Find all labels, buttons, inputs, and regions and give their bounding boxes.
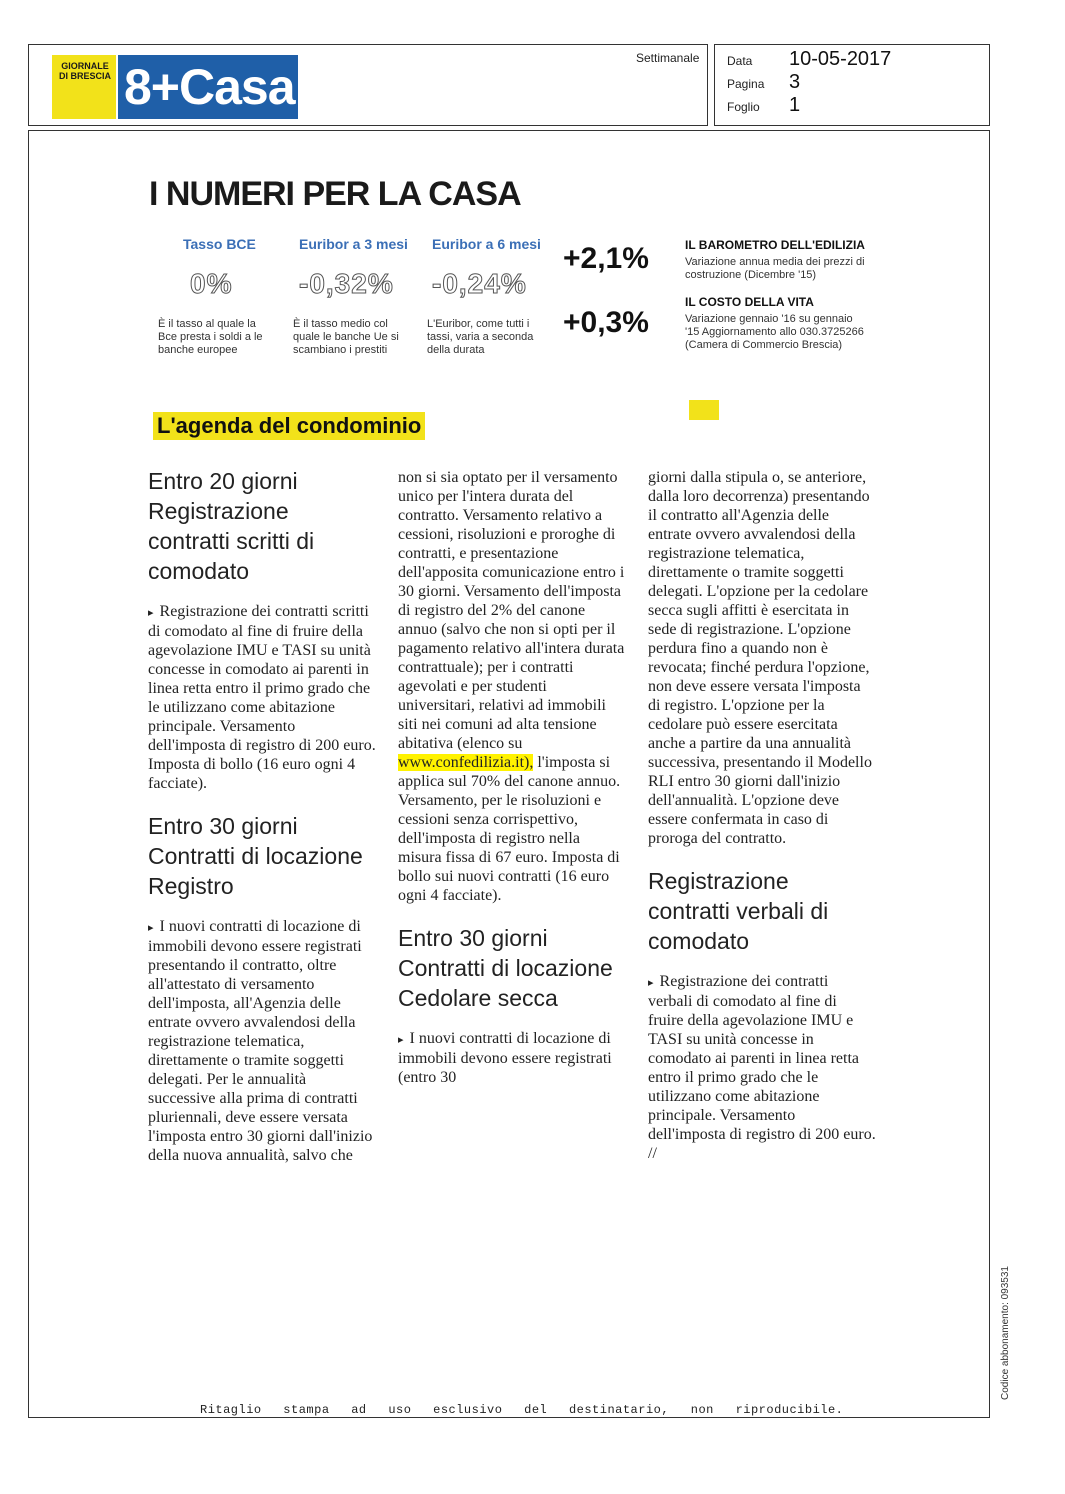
indicator-desc-barometro: Variazione annua media dei prezzi di costruzione (Dicembre '15)	[685, 256, 865, 281]
foglio-value: 1	[789, 94, 801, 116]
section-body-cedolare-secca: ▸ I nuovi contratti di locazione di immobili devono essere registrati (entro 30	[398, 1030, 612, 1086]
pagina-label: Pagina	[727, 77, 765, 91]
section-body-locazione-registro: ▸ I nuovi contratti di locazione di immobili devono essere registrati presentando il contratto, oltre all'attestato di versamento dell'imposta, all'Agenzia delle entrate ovvero avvalendosi della registrazione telematica, direttamente o tramite soggetti delegati. Per le annualità successive alla prima di contratti pluriennali, deve essere versata l'imposta entro 30 giorni dall'inizio della nuova annualità, salvo che	[148, 918, 373, 1164]
rate-desc-euribor-6m: L'Euribor, come tutti i tassi, varia a seconda della durata	[427, 318, 534, 356]
section-body-comodato-scritti: ▸ Registrazione dei contratti scritti di comodato al fine di fruire della agevolazione IMU e TASI su unità concesse in comodato ai parenti in linea retta entro il primo grado che le utilizzano come abitazione principale. Versamento dell'imposta di registro di 200 euro. Imposta di bollo (16 euro ogni 4 facciate).	[148, 603, 376, 792]
section-body-locazione-registro-cont: non si sia optato per il versamento unico per l'intera durata del contratto. Versamento relativo a cessioni, risoluzioni e proroghe di contratti, e presentazione dell'apposita comunicazione entro i 30 giorni. Versamento dell'imposta di registro del 2% del canone annuo (salvo che non si opti per il pagamento relativo all'intera durata contrattuale); per i contratti agevolati e per studenti universitari, relativi ad immobili siti nei comuni ad alta tensione abitativa (elenco su www.confedilizia.it), l'imposta si applica sul 70% del canone annuo. Versamento, per le risoluzioni e cessioni senza corrispettivo, dell'imposta di registro nella misura fissa di 67 euro. Imposta di bollo sui nuovi contratti (16 euro ogni 4 facciate).	[398, 469, 625, 904]
indicator-value-costo-vita: +0,3%	[563, 306, 649, 339]
data-value: 10-05-2017	[789, 48, 892, 70]
rate-label-bce: Tasso BCE	[183, 236, 256, 252]
section-title-comodato-verbali: Registrazione contratti verbali di comodato	[648, 868, 829, 954]
rate-desc-bce: È il tasso al quale la Bce presta i soldi a le banche europee	[158, 318, 263, 356]
indicator-value-barometro: +2,1%	[563, 242, 649, 275]
rate-value-bce: 0%	[190, 268, 233, 299]
section-body-cedolare-secca-cont: giorni dalla stipula o, se anteriore, dalla loro decorrenza) presentando il contratto all'Agenzia delle entrate ovvero avvalendosi della registrazione telematica, direttamente o tramite soggetti delegati. L'opzione per la cedolare secca sugli affitti è esercitata in sede di registrazione. L'opzione perdura fino a quando non è revocata; finché perdura l'opzione, non deve essere versata l'imposta di registro. L'opzione per la cedolare può essere esercitata anche a partire da una annualità successiva, presentando il Modello RLI entro 30 giorni dall'inizio dell'annualità. L'opzione deve essere confermata in caso di proroga del contratto.	[648, 469, 872, 847]
section-title-locazione-registro: Entro 30 giorni Contratti di locazione Registro	[148, 813, 363, 899]
indicator-desc-costo-vita: Variazione gennaio '16 su gennaio '15 Aggiornamento allo 030.3725266 (Camera di Commercio Brescia)	[685, 313, 864, 351]
rate-label-euribor-6m: Euribor a 6 mesi	[432, 236, 541, 252]
indicator-title-costo-vita: IL COSTO DELLA VITA	[685, 295, 814, 309]
publication-logo	[52, 55, 298, 119]
rate-value-euribor-3m: -0,32%	[299, 268, 394, 299]
footer-note: Ritaglio stampa ad uso esclusivo del destinatario, non riproducibile.	[200, 1403, 844, 1417]
bullet-icon: ▸	[648, 976, 654, 989]
indicator-title-barometro: IL BAROMETRO DELL'EDILIZIA	[685, 238, 865, 252]
rate-label-euribor-3m: Euribor a 3 mesi	[299, 236, 408, 252]
logo-yellow-block	[52, 55, 116, 119]
rate-value-euribor-6m: -0,24%	[432, 268, 527, 299]
subscription-code: Codice abbonamento: 093531	[1000, 1266, 1011, 1400]
section-body-comodato-verbali: ▸ Registrazione dei contratti verbali di comodato al fine di fruire della agevolazione IMU e TASI su unità concesse in comodato ai parenti in linea retta entro il primo grado che le utilizzano come abitazione principale. Versamento dell'imposta di registro di 200 euro. //	[648, 973, 876, 1162]
bullet-icon: ▸	[148, 921, 154, 934]
bullet-icon: ▸	[398, 1033, 404, 1046]
logo-title: 8+Casa	[124, 59, 295, 115]
bullet-icon: ▸	[148, 606, 154, 619]
logo-newspaper-name: GIORNALE DI BRESCIA	[58, 61, 111, 81]
confedilizia-link[interactable]: www.confedilizia.it),	[398, 754, 534, 771]
column-3	[648, 468, 876, 1181]
pagina-value: 3	[789, 71, 801, 93]
foglio-label: Foglio	[727, 100, 760, 114]
rate-desc-euribor-3m: È il tasso medio col quale le banche Ue si scambiano i prestiti	[293, 318, 399, 356]
section-title-cedolare-secca: Entro 30 giorni Contratti di locazione Cedolare secca	[398, 925, 613, 1011]
numbers-title: I NUMERI PER LA CASA	[149, 175, 521, 213]
section-title-comodato-scritti: Entro 20 giorni Registrazione contratti scritti di comodato	[148, 468, 315, 584]
data-label: Data	[727, 54, 753, 68]
column-1	[148, 466, 376, 1183]
agenda-header: L'agenda del condominio	[153, 412, 425, 440]
yellow-marker	[689, 400, 719, 420]
column-2	[398, 468, 626, 1105]
frequency-label: Settimanale	[636, 51, 700, 65]
